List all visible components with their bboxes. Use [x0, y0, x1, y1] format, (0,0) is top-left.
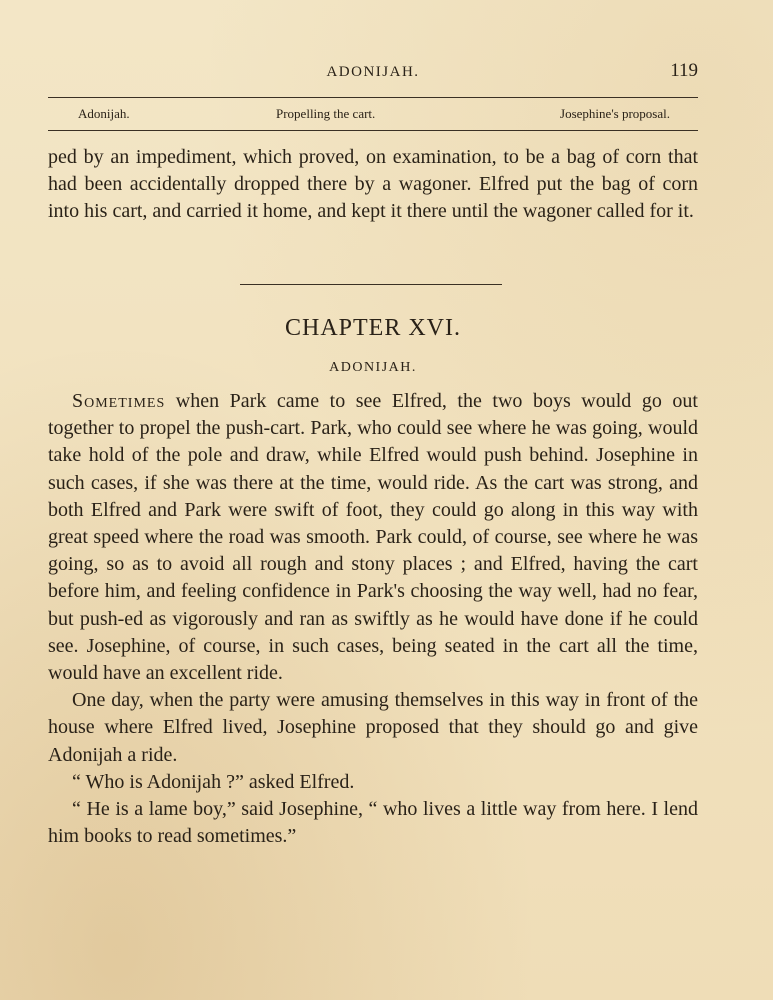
running-title: ADONIJAH. — [326, 64, 420, 80]
subject-line — [48, 106, 698, 126]
chapter-paragraph-2: One day, when the party were amusing themselves in this way in front of the house where Elfred lived, Josephine proposed that they should go and give Adonijah a ride. — [48, 689, 698, 766]
subject-right: Josephine's proposal. — [560, 106, 670, 121]
chapter-body — [48, 388, 698, 850]
page-number: 119 — [670, 60, 698, 81]
subject-left: Adonijah. — [78, 106, 130, 121]
running-head — [48, 60, 698, 84]
continuation-paragraph: ped by an impediment, which proved, on examination, to be a bag of corn that had been accidentally dropped there by a wagoner. Elfred put the bag of corn into his cart, and carried it home, and kept it there until the wagoner called for it. — [48, 146, 698, 223]
paragraph-text: when Park came to see Elfred, the two boys would go out together to propel the push-cart. Park, who could see where he was going, would take hold of the pole and draw, while Elfred would push behind. Josephine in such cases, if she was there at the time, would ride. As the cart was strong, and both Elfred and Park were swift of foot, they could go along in this way with great speed where the road was smooth. Park could, of course, see where he was going, so as to avoid all rough and stony places ; and Elfred, having the cart before him, and feeling confidence in Park's choosing the way well, had no fear, but push-ed as vigorously and ran as swiftly as he would have done if he could see. Josephine, of course, in such cases, being seated in the cart all the time, would have an excellent ride. — [48, 390, 698, 685]
drop-lead: Sometimes — [72, 390, 166, 412]
chapter-paragraph-4: “ He is a lame boy,” said Josephine, “ who lives a little way from here. I lend him books to read sometimes.” — [48, 798, 698, 848]
subject-center: Propelling the cart. — [276, 106, 376, 121]
chapter-paragraph-1 — [48, 388, 698, 687]
chapter-divider — [240, 284, 502, 285]
header-rule-bottom — [48, 130, 698, 131]
chapter-title: CHAPTER XVI. — [284, 315, 461, 341]
chapter-subtitle: ADONIJAH. — [329, 360, 417, 375]
chapter-paragraph-3: “ Who is Adonijah ?” asked Elfred. — [72, 770, 355, 793]
header-rule-top — [48, 97, 698, 98]
